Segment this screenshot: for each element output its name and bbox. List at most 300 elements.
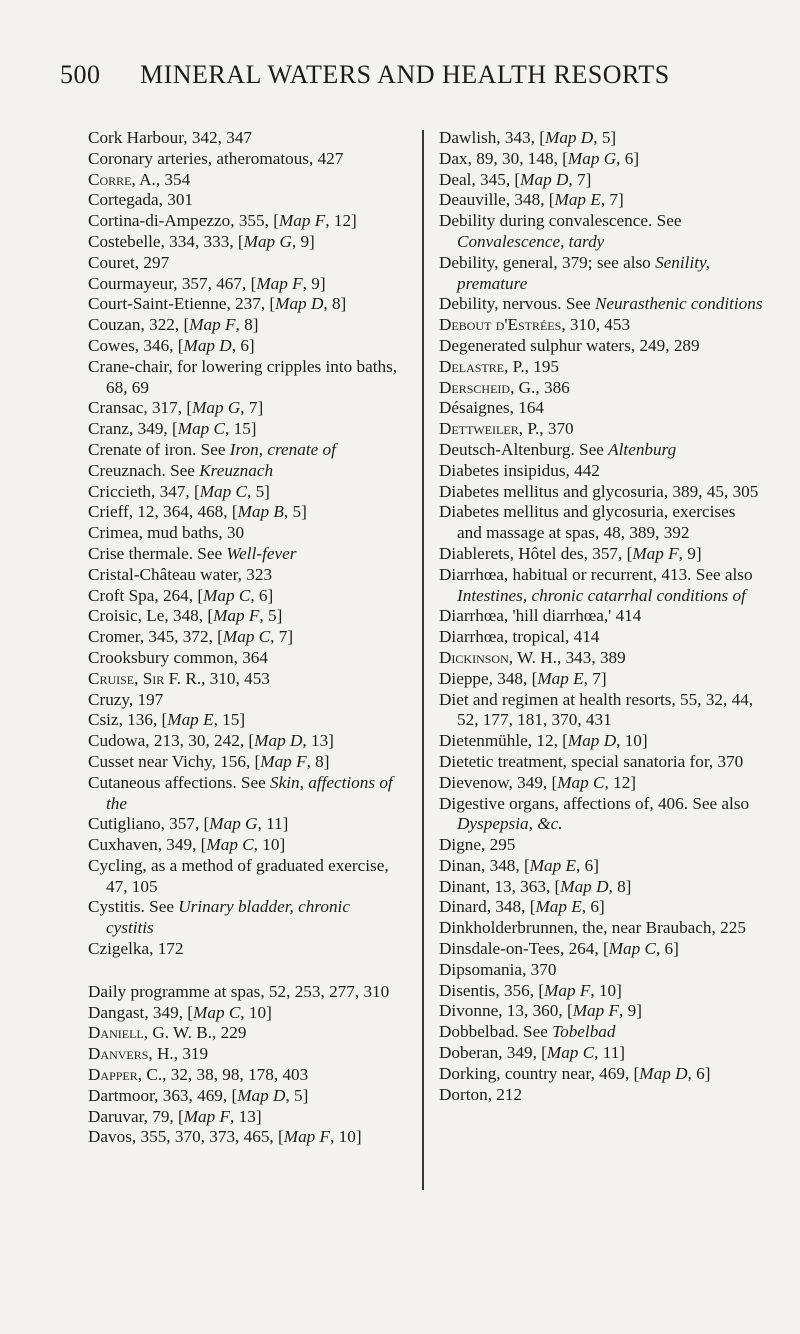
entry-heading: Cuxhaven (88, 835, 158, 855)
entry-heading: Delastre, P. (439, 356, 525, 376)
index-entry (439, 690, 764, 732)
entry-cross-reference: Skin, affections of the (106, 772, 393, 813)
index-entry (88, 856, 400, 898)
entry-heading: Cransac (88, 398, 144, 418)
index-column-left (88, 128, 400, 1148)
index-entry (439, 648, 764, 669)
entry-map-grid: , 5] (246, 481, 270, 501)
entry-cross-reference: Urinary bladder, chronic cystitis (106, 897, 350, 938)
entry-map-grid: , 7] (270, 627, 294, 647)
entry-heading: Dinan (439, 855, 482, 875)
entry-cross-reference: Map E (535, 897, 582, 917)
entry-heading: Crenate of iron (88, 439, 193, 459)
entry-map-grid: , 10] (253, 835, 286, 855)
entry-heading: Cortegada (88, 190, 159, 210)
entry-cross-reference: Map F (572, 1001, 619, 1021)
entry-references: , 197 (128, 689, 164, 709)
index-entry (439, 897, 764, 918)
index-entry (439, 378, 764, 399)
index-entry (439, 336, 764, 357)
index-entry (88, 752, 400, 773)
entry-references: , 342, 347 (183, 128, 253, 147)
entry-references: , 349, [ (129, 419, 178, 439)
index-entry (439, 835, 764, 856)
entry-cross-reference: Map D (567, 731, 617, 751)
entry-heading: Dievenow (439, 772, 509, 792)
entry-heading: Dietetic treatment, special sanatoria for (439, 751, 709, 771)
entry-heading: Désaignes (439, 398, 510, 418)
entry-references: , 323 (237, 564, 273, 584)
entry-map-grid: , 8] (323, 294, 347, 314)
entry-cross-reference: Map D (545, 128, 594, 147)
entry-map-grid: , 8] (608, 876, 632, 896)
entry-heading: Criccieth (88, 481, 151, 501)
entry-heading: Dangast (88, 1002, 145, 1022)
entry-heading: Cruzy (88, 689, 129, 709)
index-entry (439, 773, 764, 794)
index-entry (439, 565, 764, 607)
entry-references: , 79, [ (143, 1106, 184, 1126)
entry-heading: Croft Spa (88, 585, 155, 605)
entry-heading: Diablerets, Hôtel des (439, 543, 584, 563)
index-entry (439, 211, 764, 253)
index-entry (439, 461, 764, 482)
entry-heading: Costebelle (88, 231, 161, 251)
entry-references: , 357, [ (160, 814, 210, 834)
entry-cross-reference: Map F (189, 315, 236, 335)
entry-references: , 348, [ (505, 190, 555, 210)
entry-heading: Disentis (439, 980, 496, 1000)
index-entry (439, 253, 764, 295)
entry-references: , 349, [ (498, 1043, 547, 1063)
index-entry (88, 648, 400, 669)
entry-cross-reference: Map D (275, 294, 324, 314)
entry-heading: Czigelka (88, 939, 150, 959)
index-entry (88, 1065, 400, 1086)
entry-heading: Dorking, country near (439, 1063, 591, 1083)
entry-map-grid: , 5] (593, 128, 617, 147)
entry-heading: Corre, A. (88, 169, 156, 189)
entry-references: , 345, 372, [ (139, 627, 223, 647)
entry-heading: Dettweiler, P. (439, 419, 540, 439)
entry-references: , 237, [ (226, 294, 276, 314)
entry-heading: Cudowa (88, 731, 146, 751)
entry-references: , 364 (233, 647, 268, 667)
entry-cross-reference: Map G (209, 814, 258, 834)
entry-heading: Dieppe (439, 668, 489, 688)
index-entry (88, 419, 400, 440)
entry-heading: Davos (88, 1127, 132, 1147)
entry-references: , 370 (539, 419, 574, 439)
entry-references: , 348, [ (481, 855, 530, 875)
entry-references: , 89, 30, 148, [ (467, 148, 568, 168)
index-entry (439, 918, 764, 939)
entry-references: , 264, [ (559, 939, 609, 959)
entry-references: , 413. See also (652, 564, 753, 584)
entry-references: , 317, [ (143, 398, 193, 418)
index-entry (439, 170, 764, 191)
entry-cross-reference: Map E (167, 710, 214, 730)
index-entry (88, 502, 400, 523)
index-entry (88, 336, 400, 357)
index-entry (439, 419, 764, 440)
entry-heading: Debout d'Estrées (439, 315, 562, 335)
entry-references: , 48, 389, 392 (594, 523, 690, 543)
entry-cross-reference: Map G (192, 398, 241, 418)
entry-heading: Crise thermale (88, 543, 189, 563)
entry-cross-reference: Map G (567, 148, 617, 168)
entry-references: , 348, [ (486, 897, 536, 917)
entry-heading: Dinard (439, 897, 487, 917)
entry-references: , 213, 30, 242, [ (145, 731, 255, 751)
entry-references: , 469, [ (590, 1063, 640, 1083)
entry-heading: Divonne (439, 1001, 499, 1021)
entry-heading: Cutigliano (88, 814, 161, 834)
index-entry (439, 877, 764, 898)
entry-references: , 319 (173, 1044, 209, 1064)
entry-references: , 349, [ (157, 835, 207, 855)
entry-heading: Couzan (88, 315, 141, 335)
entry-cross-reference: Map D (520, 169, 569, 189)
entry-cross-reference: Map F (544, 980, 591, 1000)
entry-cross-reference: Neurasthenic conditions (594, 294, 763, 314)
entry-heading: Couret (88, 252, 135, 272)
entry-heading: Degenerated sulphur waters (439, 335, 631, 355)
entry-cross-reference: Convalescence, tardy (457, 231, 605, 251)
entry-map-grid: , 6] (616, 148, 640, 168)
entry-heading: Dapper, C. (88, 1065, 163, 1085)
entry-heading: Cortina-di-Ampezzo (88, 211, 231, 231)
index-entry (88, 565, 400, 586)
entry-references: , 322, [ (140, 315, 190, 335)
entry-cross-reference: Map C (206, 835, 254, 855)
column-divider (422, 130, 424, 1190)
entry-heading: Crooksbury common (88, 647, 234, 667)
index-entry (88, 982, 400, 1003)
entry-cross-reference: Map F (256, 273, 303, 293)
index-entry (439, 1064, 764, 1085)
entry-references: 414 (611, 606, 642, 626)
index-entry (88, 357, 400, 399)
entry-references: . See (557, 294, 595, 314)
entry-heading: Deutsch-Altenburg (439, 439, 571, 459)
entry-references: , 156, [ (211, 751, 261, 771)
index-entry (439, 398, 764, 419)
entry-references: , 347, [ (151, 481, 200, 501)
entry-references: , 334, 333, [ (160, 231, 244, 251)
entry-heading: Daily programme at spas (88, 981, 261, 1001)
entry-cross-reference: Senility, premature (457, 252, 710, 293)
index-entry (439, 1022, 764, 1043)
index-entry (439, 1085, 764, 1106)
entry-references: , 343, 389 (556, 647, 626, 667)
entry-references: , 295 (481, 835, 516, 855)
entry-cross-reference: Map C (203, 585, 251, 605)
entry-references: , 13, 363, [ (485, 876, 561, 896)
entry-map-grid: , 13] (230, 1106, 262, 1126)
entry-heading: Dickinson, W. H. (439, 647, 557, 667)
index-entry (439, 627, 764, 648)
running-header (60, 60, 740, 90)
entry-map-grid: , 7] (600, 190, 624, 210)
index-entry (439, 960, 764, 981)
entry-cross-reference: Tobelbad (552, 1022, 616, 1042)
entry-references: , 379; see also (553, 252, 656, 272)
entry-cross-reference: Map C (193, 1002, 241, 1022)
index-entry (439, 606, 764, 627)
entry-references: , 297 (134, 252, 170, 272)
entry-map-grid: , 15] (225, 419, 257, 439)
entry-references: , 52, 253, 277, 310 (260, 981, 390, 1001)
index-entry (439, 190, 764, 211)
index-entry (88, 627, 400, 648)
entry-cross-reference: Map F (278, 211, 326, 231)
entry-heading: Crane-chair, for lowering cripples into baths, 68, 69 (88, 356, 398, 397)
entry-heading: Debility, general (439, 252, 554, 272)
entry-map-grid: , 9] (291, 231, 315, 251)
entry-references: . See (514, 1022, 553, 1042)
entry-cross-reference: Map C (608, 939, 656, 959)
entry-references: , 225 (711, 918, 746, 938)
entry-cross-reference: Map D (237, 1085, 286, 1105)
entry-cross-reference: Map E (529, 855, 577, 875)
entry-map-grid: , 8] (306, 751, 330, 771)
index-entry (88, 149, 400, 170)
entry-heading: Daniell, G. W. B. (88, 1023, 213, 1043)
entry-references: , 195 (524, 356, 559, 376)
entry-references: , 349, [ (508, 772, 558, 792)
entry-heading: Court-Saint-Etienne (88, 294, 227, 314)
entry-cross-reference: Kreuznach (199, 460, 274, 480)
entry-references: , 301 (158, 190, 194, 210)
entry-heading: Coronary arteries, atheromatous, 427 (88, 148, 344, 168)
entry-heading: Deauville (439, 190, 506, 210)
entry-cross-reference: Well-fever (226, 543, 297, 563)
entry-map-grid: , 10] (330, 1127, 362, 1147)
entry-cross-reference: Map G (243, 231, 292, 251)
entry-heading: Debility during convalescence (439, 211, 649, 231)
index-entry (439, 544, 764, 565)
index-entry (439, 357, 764, 378)
entry-map-grid: , 7] (240, 398, 264, 418)
entry-heading: Debility, nervous (439, 294, 558, 314)
entry-references: , 164 (509, 398, 545, 418)
entry-references: , 343, [ (496, 128, 545, 147)
entry-heading: Creuznach (88, 460, 162, 480)
entry-heading: Cystitis (88, 897, 141, 917)
index-entry (88, 606, 400, 627)
entry-references: . See (192, 439, 230, 459)
index-entry (88, 523, 400, 544)
entry-references: , 136, [ (118, 710, 168, 730)
entry-references: , 172 (149, 939, 184, 959)
entry-heading: Dinsdale-on-Tees (439, 939, 560, 959)
entry-references: . See (232, 772, 271, 792)
index-entry (439, 149, 764, 170)
entry-heading: Dartmoor (88, 1085, 155, 1105)
index-entry (88, 835, 400, 856)
entry-references: , 442 (565, 460, 600, 480)
entry-references: . See (140, 897, 179, 917)
index-entry (88, 544, 400, 565)
entry-heading: Digestive organs, affections of (439, 793, 650, 813)
entry-heading: Danvers, H. (88, 1044, 174, 1064)
entry-references: , 389, 45, 305 (663, 481, 759, 501)
entry-heading: Cycling, as a method of graduated exercise (88, 855, 385, 875)
entry-heading: Croisic, Le (88, 606, 165, 626)
entry-references: , 349, [ (144, 1002, 194, 1022)
entry-map-grid: , 6] (231, 335, 255, 355)
index-entry (88, 170, 400, 191)
entry-map-grid: , 6] (250, 585, 274, 605)
index-entry (88, 1086, 400, 1107)
entry-heading: Crieff (88, 502, 129, 522)
entry-references: , 47, 105 (106, 855, 389, 896)
entry-map-grid: , 12] (325, 211, 357, 231)
entry-references: . See (188, 543, 227, 563)
index-entry (88, 274, 400, 295)
index-entry (88, 731, 400, 752)
index-entry (88, 773, 400, 815)
entry-cross-reference: Map C (546, 1043, 595, 1063)
index-entry (88, 315, 400, 336)
entry-references: , 12, 364, 468, [ (128, 502, 238, 522)
index-entry (88, 440, 400, 461)
index-entry (88, 253, 400, 274)
entry-map-grid: , 13] (302, 731, 334, 751)
index-entry (439, 939, 764, 960)
entry-heading: Digne (439, 835, 482, 855)
entry-heading: Diet and regimen at health resorts (439, 689, 672, 709)
entry-references: , 370 (708, 751, 744, 771)
index-entry (439, 1043, 764, 1064)
entry-heading: Courmayeur (88, 273, 174, 293)
entry-references: , 356, [ (495, 980, 545, 1000)
index-entry (439, 440, 764, 461)
entry-references: , 229 (212, 1023, 247, 1043)
entry-cross-reference: Altenburg (608, 439, 677, 459)
entry-cross-reference: Map D (183, 335, 232, 355)
entry-heading: Derscheid, G. (439, 377, 536, 397)
index-entry (88, 461, 400, 482)
entry-cross-reference: Map E (554, 190, 601, 210)
entry-heading: Cranz (88, 419, 130, 439)
entry-cross-reference: Map D (639, 1063, 688, 1083)
entry-heading: Cowes (88, 335, 135, 355)
index-entry (88, 897, 400, 939)
index-entry (88, 669, 400, 690)
entry-map-grid: , 10] (616, 731, 648, 751)
entry-map-grid: , 5] (283, 502, 307, 522)
entry-heading: Doberan (439, 1043, 499, 1063)
entry-heading: Cusset near Vichy (88, 751, 212, 771)
entry-cross-reference: Map C (199, 481, 247, 501)
entry-heading: Diarrhœa, habitual or recurrent (439, 564, 653, 584)
entry-cross-reference: Map F (283, 1127, 331, 1147)
index-entry (88, 1107, 400, 1128)
entry-map-grid: , 10] (590, 980, 622, 1000)
entry-heading: Cruise, Sir F. R. (88, 668, 202, 688)
entry-map-grid: , 10] (240, 1002, 272, 1022)
entry-cross-reference: Dyspepsia, &c. (457, 814, 563, 834)
entry-heading: Diabetes mellitus and glycosuria (439, 481, 664, 501)
entry-references: , 345, [ (471, 169, 521, 189)
index-entry (439, 856, 764, 877)
entry-references: , 406. See also (649, 793, 750, 813)
index-entry (88, 232, 400, 253)
entry-references: , 30 (218, 523, 245, 543)
entry-heading: Cromer (88, 627, 140, 647)
entry-heading: Dinant (439, 876, 486, 896)
index-entry (439, 1001, 764, 1022)
entry-cross-reference: Iron, crenate of (229, 439, 336, 459)
entry-references: , 414 (565, 627, 600, 647)
entry-cross-reference: Map F (632, 543, 679, 563)
index-entry (439, 981, 764, 1002)
entry-map-grid: , 11] (257, 814, 289, 834)
entry-cross-reference: Map F (183, 1106, 231, 1126)
entry-heading: Dawlish (439, 128, 497, 147)
entry-references: , 370 (522, 959, 557, 979)
entry-heading: Diarrhœa, tropical (439, 627, 565, 647)
entry-references: . See (570, 439, 609, 459)
entry-references: , 354 (155, 169, 191, 189)
entry-map-grid: , 8] (235, 315, 259, 335)
entry-cross-reference: Map F (260, 751, 307, 771)
entry-map-grid: , 5] (285, 1085, 309, 1105)
entry-map-grid: , 15] (213, 710, 246, 730)
entry-heading: Diarrhœa, 'hill diarrhœa,' (439, 606, 612, 626)
entry-references: , 348, [ (164, 606, 214, 626)
index-entry (88, 710, 400, 731)
entry-references: , 249, 289 (630, 335, 700, 355)
entry-references: , 386 (535, 377, 570, 397)
running-title: MINERAL WATERS AND HEALTH RESORTS (140, 60, 670, 89)
entry-cross-reference: Map D (560, 876, 609, 896)
entry-references: , 348, [ (488, 668, 538, 688)
entry-map-grid: , 9] (302, 273, 326, 293)
entry-references: , 13, 360, [ (498, 1001, 573, 1021)
entry-references: , 310, 453 (561, 315, 631, 335)
entry-cross-reference: Intestines, chronic catarrhal conditions of (457, 585, 746, 605)
index-entry (88, 814, 400, 835)
entry-heading: Cutaneous affections (88, 772, 233, 792)
entry-heading: Dax (439, 148, 468, 168)
entry-references: , 357, 467, [ (173, 273, 257, 293)
entry-map-grid: , 6] (576, 855, 599, 875)
index-entry (88, 939, 400, 960)
entry-cross-reference: Map C (557, 772, 605, 792)
index-entry (88, 1127, 400, 1148)
entry-map-grid: , 12] (604, 772, 637, 792)
entry-references: , 212 (487, 1084, 523, 1104)
index-entry (439, 482, 764, 503)
entry-references: , 264, [ (154, 585, 204, 605)
entry-heading: Dorton (439, 1084, 488, 1104)
index-entry (439, 794, 764, 836)
index-entry (88, 211, 400, 232)
index-entry (439, 128, 764, 149)
entry-heading: Dinkholderbrunnen, the, near Braubach (439, 918, 712, 938)
index-entry (88, 128, 400, 149)
index-entry (88, 1003, 400, 1024)
entry-references: . See (648, 211, 682, 231)
entry-map-grid: , 7] (568, 169, 592, 189)
index-entry (88, 398, 400, 419)
entry-map-grid: , 11] (594, 1043, 626, 1063)
entry-cross-reference: Map E (537, 668, 584, 688)
entry-map-grid: , 7] (583, 668, 607, 688)
